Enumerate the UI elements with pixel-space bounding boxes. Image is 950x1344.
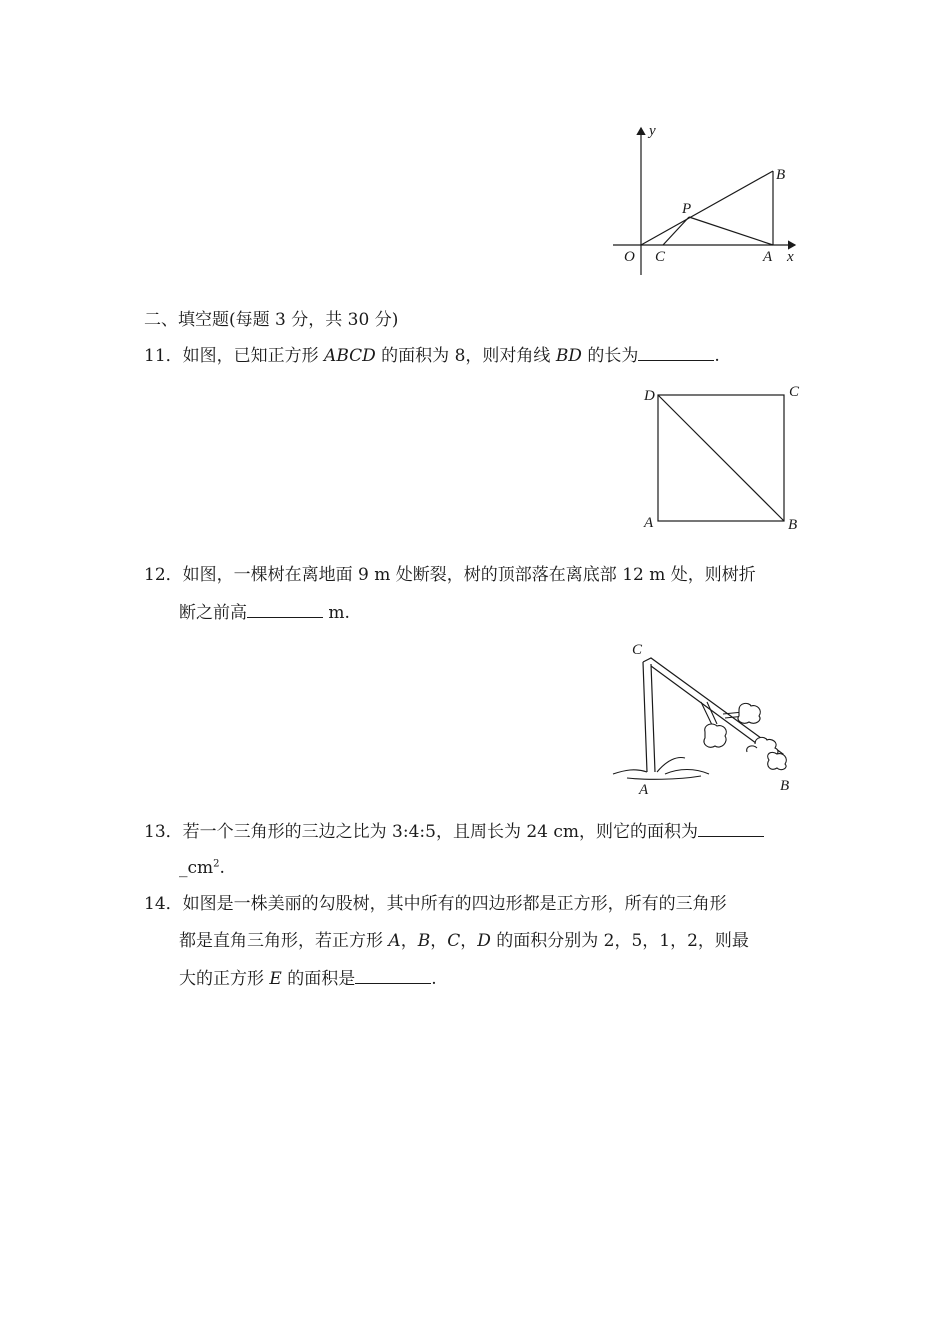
q11-var-bd: BD — [555, 346, 582, 366]
label-p: P — [682, 201, 692, 217]
q13-superscript: 2 — [213, 858, 220, 870]
q14-number: 14． — [144, 894, 183, 914]
q14-sep-2: ， — [430, 931, 448, 951]
q14-var-b: B — [417, 931, 431, 951]
q13-text-3: . — [219, 858, 225, 878]
section-title: 二、填空题(每题 3 分，共 30 分) — [144, 310, 399, 330]
label-o: O — [624, 249, 635, 265]
label-y: y — [649, 123, 656, 139]
q14-text-2: 都是直角三角形，若正方形 — [179, 931, 389, 951]
q11-number: 11． — [144, 346, 183, 366]
trunk — [643, 662, 655, 772]
q14-var-d: D — [477, 931, 491, 951]
label-a: A — [639, 782, 649, 798]
q14-var-e: E — [269, 969, 282, 989]
q14-text-6: . — [431, 969, 437, 989]
q14-text-5: 的面积是 — [281, 969, 356, 989]
segment-pa — [689, 217, 773, 245]
q11-text-3: 的长为 — [581, 346, 639, 366]
q13-answer-blank[interactable] — [698, 820, 764, 837]
q11-text-4: . — [714, 346, 720, 366]
grass — [613, 758, 709, 780]
square-figure — [636, 378, 811, 536]
question-14-line-3 — [179, 967, 437, 990]
label-a: A — [644, 515, 654, 531]
q13-text-2: _cm — [179, 858, 214, 878]
q14-var-c: C — [447, 931, 461, 951]
label-c: C — [655, 249, 666, 265]
q14-var-a: A — [388, 931, 401, 951]
segment-ob — [641, 171, 773, 245]
label-c: C — [632, 642, 643, 658]
label-c: C — [789, 384, 800, 400]
coordinate-figure — [605, 118, 810, 278]
q14-text-1: 如图是一株美丽的勾股树，其中所有的四边形都是正方形，所有的三角形 — [182, 894, 727, 914]
q11-text-1: 如图，已知正方形 — [182, 346, 325, 366]
q14-answer-blank[interactable] — [355, 967, 431, 984]
label-b: B — [780, 778, 790, 794]
label-b: B — [788, 517, 798, 533]
leaves-1 — [704, 724, 726, 747]
q11-var-abcd: ABCD — [324, 346, 376, 366]
question-13-line-2 — [179, 857, 225, 879]
question-14-line-1 — [144, 893, 727, 915]
q13-number: 13． — [144, 822, 183, 842]
q14-text-4: 大的正方形 — [179, 969, 270, 989]
leaves-4 — [768, 752, 787, 769]
q14-sep-1: ， — [400, 931, 418, 951]
question-13-line-1 — [144, 820, 764, 843]
q14-text-3: 的面积分别为 2，5，1，2，则最 — [490, 931, 749, 951]
label-x: x — [787, 249, 794, 265]
q12-answer-blank[interactable] — [247, 601, 323, 618]
label-d: D — [644, 388, 655, 404]
q12-text-1: 如图，一棵树在离地面 9 m 处断裂，树的顶部落在离底部 12 m 处，则树折 — [182, 565, 756, 585]
q12-text-2: 断之前高 — [179, 603, 247, 623]
label-b: B — [776, 167, 786, 183]
question-12-line-1 — [144, 564, 756, 586]
q12-text-3: m. — [323, 603, 350, 623]
question-14-line-2 — [179, 930, 749, 952]
diagonal-bd — [658, 395, 784, 521]
q11-answer-blank[interactable] — [638, 344, 714, 361]
tree-figure — [605, 632, 805, 800]
q13-text-1: 若一个三角形的三边之比为 3:4:5，且周长为 24 cm，则它的面积为 — [182, 822, 699, 842]
q11-text-2: 的面积为 8，则对角线 — [375, 346, 556, 366]
label-a: A — [763, 249, 773, 265]
question-12-line-2 — [179, 601, 350, 624]
leaves-2 — [738, 703, 760, 723]
q14-sep-3: ， — [460, 931, 478, 951]
branch-1 — [701, 702, 717, 727]
q12-number: 12． — [144, 565, 183, 585]
question-11 — [144, 344, 720, 367]
